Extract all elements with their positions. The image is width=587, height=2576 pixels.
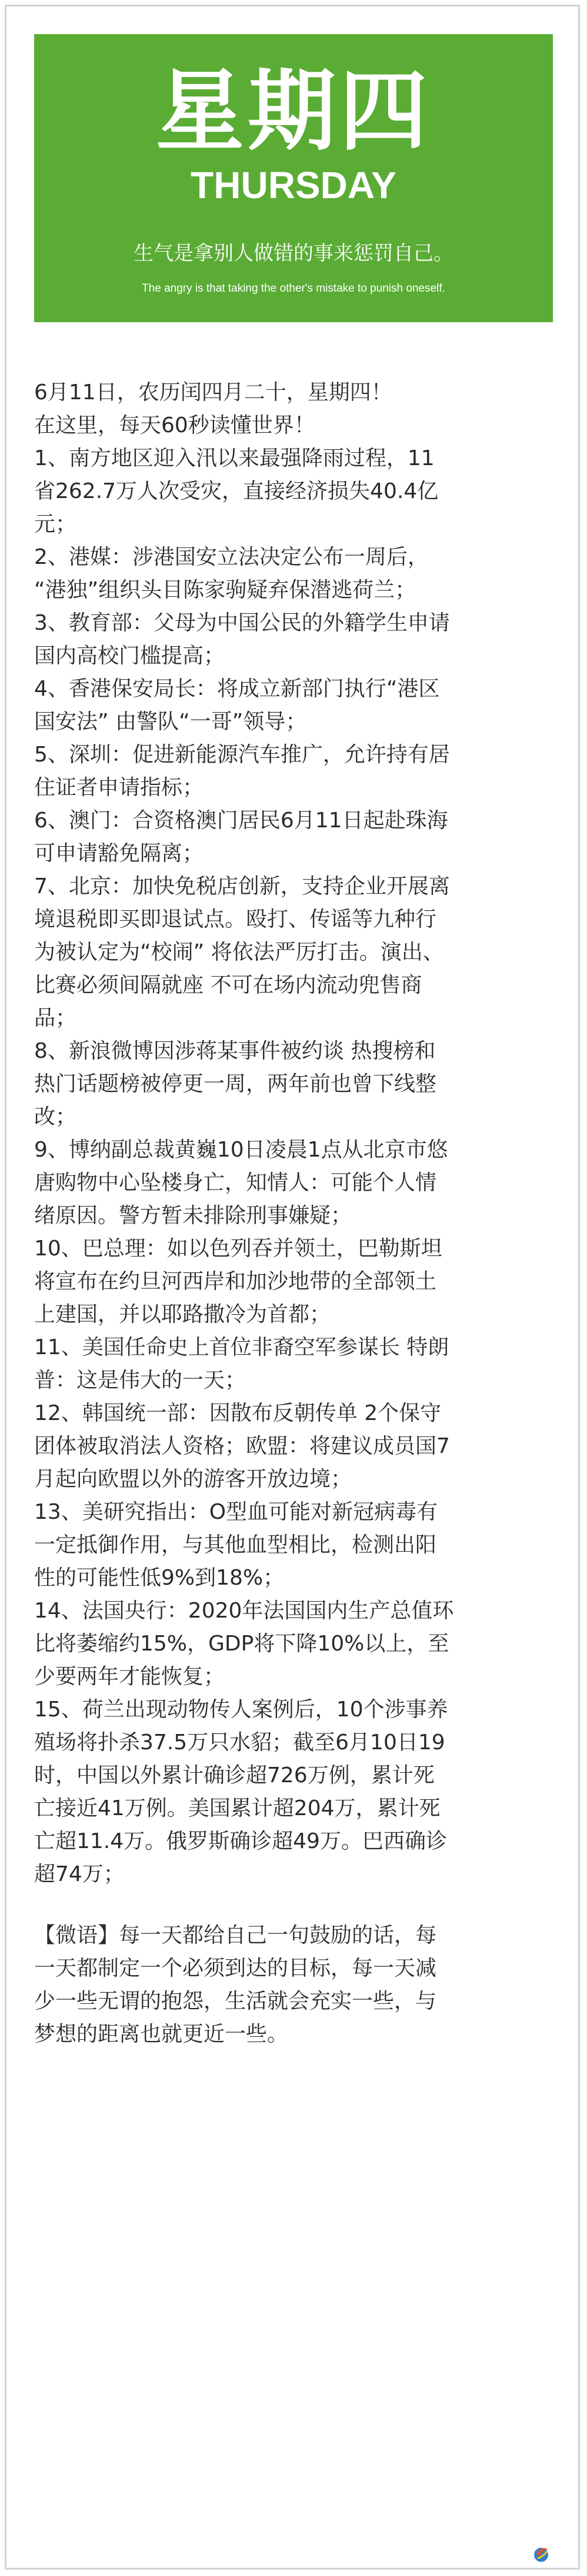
intro-line: 在这里，每天60秒读懂世界！ bbox=[34, 413, 315, 437]
weekday-title-en: THURSDAY bbox=[191, 164, 396, 206]
news-item: 14、法国央行：2020年法国国内生产总值环 比将萎缩约15%，GDP将下降10%以上，至 少要两年才能恢复； bbox=[34, 1599, 454, 1689]
news-item: 9、博纳副总裁黄巍10日凌晨1点从北京市悠 唐购物中心坠楼身亡，知情人：可能个人情 绪原因。警方暂未排除刑事嫌疑； bbox=[34, 1138, 448, 1228]
news-item: 10、巴总理：如以色列吞并领土，巴勒斯坦 将宣布在约旦河西岸和加沙地带的全部领土 上建国，并以耶路撒冷为首都； bbox=[34, 1237, 442, 1327]
weekday-title-cn: 星期四 bbox=[155, 61, 431, 163]
news-item: 1、南方地区迎入汛以来最强降雨过程，11 省262.7万人次受灾，直接经济损失40.4亿 元； bbox=[34, 446, 439, 536]
source-logo-icon bbox=[531, 2543, 552, 2564]
news-item: 11、美国任命史上首位非裔空军参谋长 特朗 普：这是伟大的一天； bbox=[34, 1335, 449, 1392]
news-item: 6、澳门：合资格澳门居民6月11日起赴珠海 可申请豁免隔离； bbox=[34, 808, 448, 866]
news-content bbox=[34, 376, 554, 2051]
section-spacer bbox=[34, 1891, 554, 1919]
news-item: 5、深圳：促进新能源汽车推广，允许持有居 住证者申请指标； bbox=[34, 743, 450, 800]
news-item: 7、北京：加快免税店创新，支持企业开展离 境退税即买即退试点。殴打、传谣等九种行 为被认定为“校闹” 将依法严厉打击。演出、 比赛必须间隔就座 不可在场内流动兜售商 品； bbox=[34, 874, 450, 1030]
news-item: 15、荷兰出现动物传人案例后，10个涉事养 殖场将扑杀37.5万只水貂；截至6月10日19 时，中国以外累计确诊超726万例，累计死 亡接近41万例。美国累计超204万，累计死 亡超11.4万。俄罗斯确诊超49万。巴西确诊 超74万； bbox=[34, 1698, 448, 1886]
daily-quote-en: The angry is that taking the other's mistake to punish oneself. bbox=[142, 282, 445, 295]
weiyu-paragraph: 【微语】每一天都给自己一句鼓励的话，每 一天都制定一个必须到达的目标，每一天减 少一些无谓的抱怨，生活就会充实一些，与 梦想的距离也就更近一些。 bbox=[34, 1923, 437, 2046]
weekday-banner bbox=[34, 34, 553, 322]
news-item: 2、港媒：涉港国安立法决定公布一周后， “港独”组织头目陈家驹疑弃保潜逃荷兰； bbox=[34, 545, 429, 602]
news-item: 13、美研究指出：O型血可能对新冠病毒有 一定抵御作用，与其他血型相比，检测出阳 性的可能性低9%到18%； bbox=[34, 1500, 438, 1590]
news-item: 8、新浪微博因涉蒋某事件被约谈 热搜榜和 热门话题榜被停更一周，两年前也曾下线整 改； bbox=[34, 1039, 437, 1129]
news-item: 3、教育部：父母为中国公民的外籍学生申请 国内高校门槛提高； bbox=[34, 611, 450, 668]
date-line: 6月11日，农历闰四月二十，星期四！ bbox=[34, 380, 392, 405]
daily-quote-cn: 生气是拿别人做错的事来惩罚自己。 bbox=[134, 242, 453, 265]
news-item: 12、韩国统一部：因散布反朝传单 2个保守 团体被取消法人资格；欧盟：将建议成员国7 月起向欧盟以外的游客开放边境； bbox=[34, 1401, 450, 1491]
news-item: 4、香港保安局长：将成立新部门执行“港区 国安法” 由警队“一哥”领导； bbox=[34, 677, 440, 734]
